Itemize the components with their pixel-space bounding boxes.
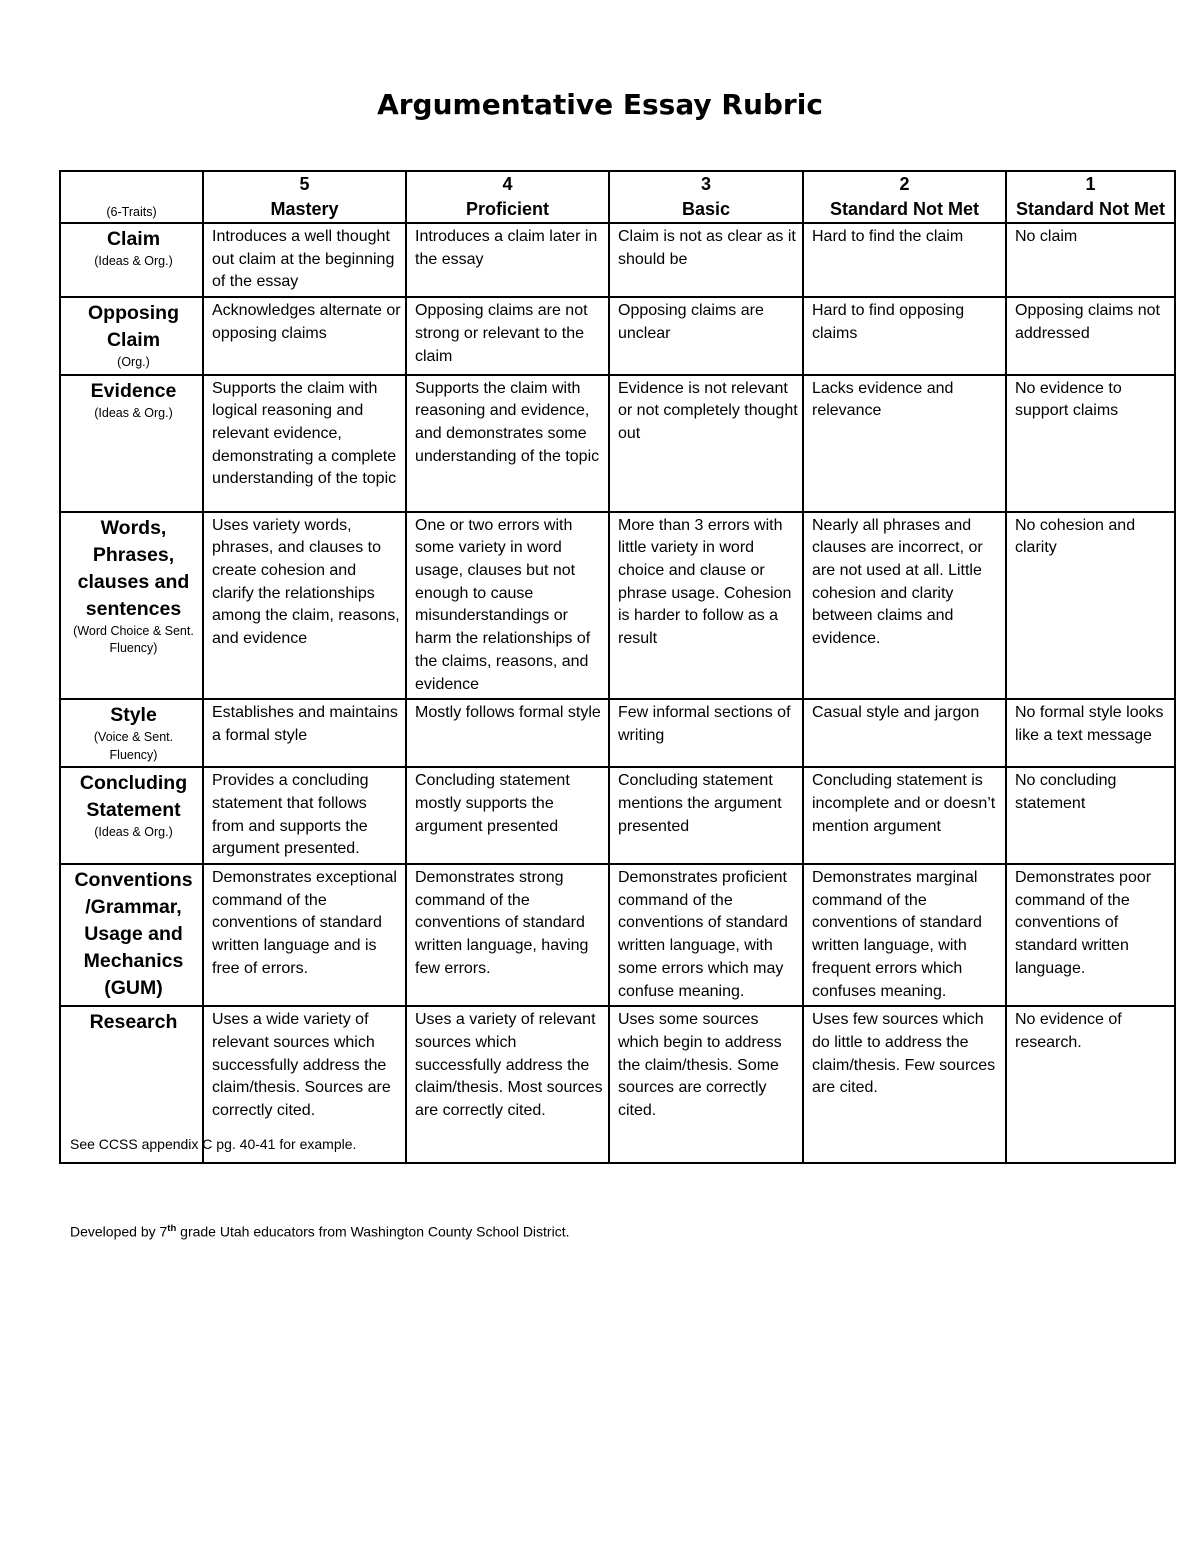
trait-cell bbox=[60, 864, 203, 1006]
credit-text-start: Developed by 7 bbox=[70, 1223, 168, 1240]
descriptor-cell: No cohesion and clarity bbox=[1006, 512, 1175, 700]
descriptor-cell: Concluding statement mostly supports the argument presented bbox=[406, 767, 609, 864]
level-number: 1 bbox=[1085, 174, 1096, 194]
credit-superscript: th bbox=[167, 1223, 177, 1234]
trait-name: Words, Phrases, clauses and sentences bbox=[77, 516, 190, 620]
header-level-1 bbox=[1006, 171, 1175, 223]
descriptor-cell: Claim is not as clear as it should be bbox=[609, 223, 803, 297]
descriptor-cell: Acknowledges alternate or opposing claims bbox=[203, 297, 406, 375]
descriptor-cell: Few informal sections of writing bbox=[609, 699, 803, 767]
descriptor-cell: Introduces a claim later in the essay bbox=[406, 223, 609, 297]
level-number: 4 bbox=[502, 174, 513, 194]
descriptor-cell: Mostly follows formal style bbox=[406, 699, 609, 767]
header-level-3 bbox=[609, 171, 803, 223]
trait-name: Concluding Statement bbox=[79, 772, 188, 822]
level-label: Mastery bbox=[270, 199, 339, 219]
trait-name: Claim bbox=[106, 228, 161, 250]
descriptor-cell: Demonstrates strong command of the conventions of standard written language, having few errors. bbox=[406, 864, 609, 1006]
descriptor-cell: Demonstrates poor command of the conventions of standard written language. bbox=[1006, 864, 1175, 1006]
trait-category: (Word Choice & Sent. Fluency) bbox=[73, 623, 194, 656]
descriptor-cell: Opposing claims are not strong or relevant to the claim bbox=[406, 297, 609, 375]
descriptor-cell: Evidence is not relevant or not completely thought out bbox=[609, 375, 803, 512]
level-label: Proficient bbox=[465, 199, 549, 219]
trait-cell bbox=[60, 223, 203, 297]
credit-text-end: grade Utah educators from Washington County School District. bbox=[176, 1223, 570, 1240]
descriptor-cell: Uses few sources which do little to address the claim/thesis. Few sources are cited. bbox=[803, 1006, 1006, 1163]
level-number: 3 bbox=[700, 174, 711, 194]
trait-name: Opposing Claim bbox=[88, 302, 179, 352]
descriptor-cell: No evidence to support claims bbox=[1006, 375, 1175, 512]
trait-name: Research bbox=[89, 1011, 178, 1034]
rubric-row-words-phrases bbox=[60, 512, 1175, 700]
descriptor-cell: Casual style and jargon bbox=[803, 699, 1006, 767]
footnote: See CCSS appendix C pg. 40-41 for example. bbox=[70, 1136, 357, 1152]
descriptor-cell: Demonstrates proficient command of the conventions of standard written language, with some errors which may confuse meaning. bbox=[609, 864, 803, 1006]
descriptor-cell: Supports the claim with logical reasoning and relevant evidence, demonstrating a complete understanding of the topic bbox=[203, 375, 406, 512]
descriptor-cell: One or two errors with some variety in word usage, clauses but not enough to cause misunderstandings or harm the relationships of the claims, reasons, and evidence bbox=[406, 512, 609, 700]
descriptor-cell: Establishes and maintains a formal style bbox=[203, 699, 406, 767]
rubric-row-opposing-claim bbox=[60, 297, 1175, 375]
header-level-4 bbox=[406, 171, 609, 223]
trait-category: (Org.) bbox=[117, 355, 150, 370]
trait-category: (Ideas & Org.) bbox=[94, 254, 173, 268]
descriptor-cell: Hard to find the claim bbox=[803, 223, 1006, 297]
descriptor-cell: Lacks evidence and relevance bbox=[803, 375, 1006, 512]
descriptor-cell: Opposing claims not addressed bbox=[1006, 297, 1175, 375]
descriptor-cell: Uses a variety of relevant sources which successfully address the claim/thesis. Most sources are correctly cited. bbox=[406, 1006, 609, 1163]
descriptor-cell: Uses variety words, phrases, and clauses to create cohesion and clarify the relationships among the claim, reasons, and evidence bbox=[203, 512, 406, 700]
level-number: 5 bbox=[299, 174, 310, 194]
descriptor-cell: Concluding statement mentions the argument presented bbox=[609, 767, 803, 864]
level-number: 2 bbox=[899, 174, 910, 194]
level-label: Standard Not Met bbox=[1015, 199, 1165, 219]
level-label: Standard Not Met bbox=[829, 199, 979, 219]
descriptor-cell: Demonstrates marginal command of the conventions of standard written language, with frequent errors which confuses meaning. bbox=[803, 864, 1006, 1006]
descriptor-cell: Nearly all phrases and clauses are incorrect, or are not used at all. Little cohesion and clarity between claims and evidence. bbox=[803, 512, 1006, 700]
trait-cell bbox=[60, 297, 203, 375]
descriptor-cell: No concluding statement bbox=[1006, 767, 1175, 864]
descriptor-cell: No evidence of research. bbox=[1006, 1006, 1175, 1163]
trait-name: Evidence bbox=[90, 379, 177, 402]
trait-name: Style bbox=[110, 704, 157, 727]
descriptor-cell: Introduces a well thought out claim at the beginning of the essay bbox=[203, 223, 406, 297]
level-label: Basic bbox=[681, 199, 731, 219]
descriptor-cell: Demonstrates exceptional command of the conventions of standard written language and is free of errors. bbox=[203, 864, 406, 1006]
trait-cell bbox=[60, 767, 203, 864]
rubric-row-concluding-statement bbox=[60, 767, 1175, 864]
rubric-row-conventions bbox=[60, 864, 1175, 1006]
trait-cell bbox=[60, 512, 203, 700]
trait-category: (Ideas & Org.) bbox=[94, 825, 173, 840]
rubric-row-style bbox=[60, 699, 1175, 767]
descriptor-cell: More than 3 errors with little variety in word choice and clause or phrase usage. Cohesion is harder to follow as a result bbox=[609, 512, 803, 700]
descriptor-cell: No claim bbox=[1006, 223, 1175, 297]
rubric-row-evidence bbox=[60, 375, 1175, 512]
rubric-table bbox=[59, 170, 1176, 1164]
rubric-header-row bbox=[60, 171, 1175, 223]
descriptor-cell: No formal style looks like a text message bbox=[1006, 699, 1175, 767]
descriptor-cell: Concluding statement is incomplete and or doesn’t mention argument bbox=[803, 767, 1006, 864]
descriptor-cell: Uses a wide variety of relevant sources which successfully address the claim/thesis. Sources are correctly cited. bbox=[203, 1006, 406, 1163]
credit-line bbox=[70, 1223, 569, 1240]
header-corner-label: (6-Traits) bbox=[60, 171, 203, 223]
descriptor-cell: Supports the claim with reasoning and evidence, and demonstrates some understanding of the topic bbox=[406, 375, 609, 512]
descriptor-cell: Uses some sources which begin to address the claim/thesis. Some sources are correctly cited. bbox=[609, 1006, 803, 1163]
header-level-5 bbox=[203, 171, 406, 223]
document-title: Argumentative Essay Rubric bbox=[377, 88, 823, 121]
trait-cell bbox=[60, 375, 203, 512]
descriptor-cell: Hard to find opposing claims bbox=[803, 297, 1006, 375]
trait-category: (Ideas & Org.) bbox=[94, 405, 173, 420]
trait-cell bbox=[60, 699, 203, 767]
trait-category: (Voice & Sent. Fluency) bbox=[93, 730, 174, 762]
descriptor-cell: Opposing claims are unclear bbox=[609, 297, 803, 375]
trait-name: Conventions /Grammar, Usage and Mechanics (GUM) bbox=[74, 869, 193, 1000]
rubric-row-claim bbox=[60, 223, 1175, 297]
descriptor-cell: Provides a concluding statement that follows from and supports the argument presented. bbox=[203, 767, 406, 864]
header-level-2 bbox=[803, 171, 1006, 223]
